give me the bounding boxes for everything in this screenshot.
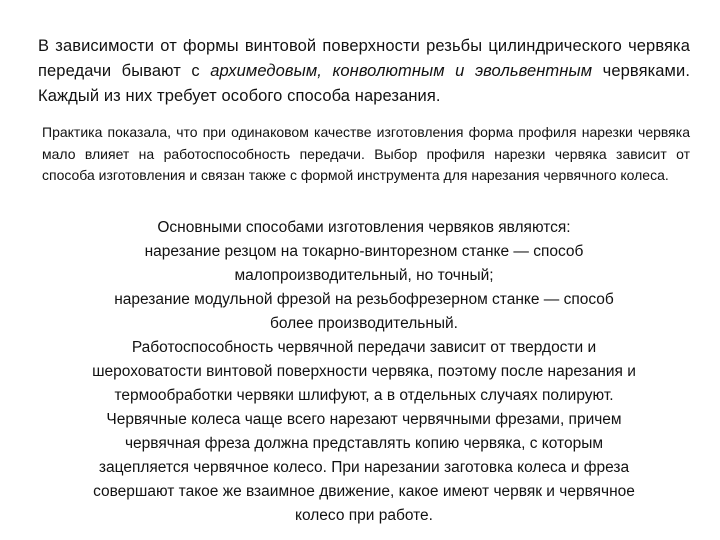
performance-line-3: термообработки червяки шлифуют, а в отдельных случаях полируют. <box>114 387 614 404</box>
performance-paragraph <box>38 336 690 408</box>
performance-line-2: шероховатости винтовой поверхности червяка, поэтому после нарезания и <box>92 363 636 380</box>
wheel-cutting-line-2: червячная фреза должна представлять копию червяка, с которым <box>124 435 603 452</box>
intro-paragraph <box>38 34 690 109</box>
intro-text-end: червяками. Каждый из них требует особого способа нарезания. <box>38 62 691 105</box>
method-item-cutter-line-2: малопроизводительный, но точный; <box>234 267 494 284</box>
method-item-mill-line-1: нарезание модульной фрезой на резьбофрезерном станке — способ <box>114 291 614 308</box>
methods-heading-line: Основными способами изготовления червяков являются: <box>157 219 571 236</box>
performance-line-1: Работоспособность червячной передачи зависит от твердости и <box>131 339 597 356</box>
method-item-cutter-line-1: нарезание резцом на токарно-винторезном станке — способ <box>144 243 584 260</box>
methods-block <box>38 216 690 528</box>
practice-paragraph: Практика показала, что при одинаковом качестве изготовления форма профиля нарезки червяка мало влияет на работоспособность передачи. Выбор профиля нарезки червяка зависит от способа изготовления и связан также с формой инструмента для нарезания червячного колеса. <box>42 124 690 183</box>
method-item-cutter <box>38 240 690 288</box>
wheel-cutting-line-4: совершают такое же взаимное движение, какое имеют червяк и червячное <box>93 483 635 500</box>
method-item-mill <box>38 288 690 336</box>
method-item-mill-line-2: более производительный. <box>269 315 458 332</box>
intro-text-start: В зависимости от формы винтовой поверхности резьбы цилиндрического червяка передачи бывают с <box>38 37 690 80</box>
intro-italic-terms: архимедовым, конволютным и эвольвентным <box>210 62 593 80</box>
wheel-cutting-line-5: колесо при работе. <box>295 507 433 524</box>
methods-heading <box>38 216 690 240</box>
wheel-cutting-paragraph <box>38 408 690 528</box>
wheel-cutting-line-3: зацепляется червячное колесо. При нарезании заготовка колеса и фреза <box>98 459 630 476</box>
wheel-cutting-line-1: Червячные колеса чаще всего нарезают червячными фрезами, причем <box>106 411 622 428</box>
